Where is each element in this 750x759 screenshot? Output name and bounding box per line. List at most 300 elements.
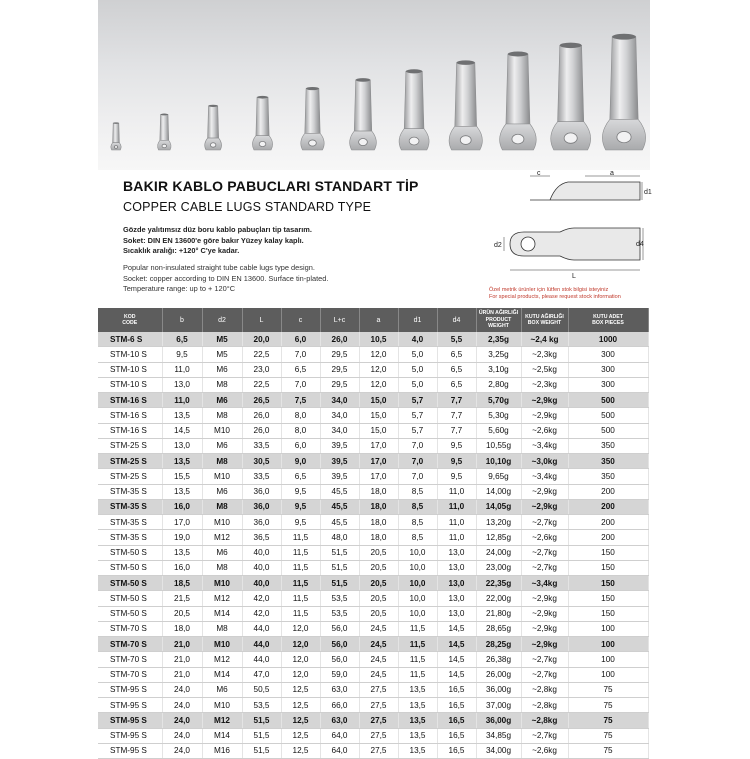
table-cell: 9,65g bbox=[476, 469, 521, 484]
cable-lug-item bbox=[350, 78, 377, 150]
table-cell: ~2,6kg bbox=[521, 423, 568, 438]
table-cell: 16,0 bbox=[162, 499, 202, 514]
product-code-cell: STM-50 S bbox=[98, 545, 162, 560]
header-line: KUTU ADET bbox=[593, 313, 623, 320]
table-cell: 56,0 bbox=[320, 637, 359, 652]
table-cell: 26,0 bbox=[320, 332, 359, 347]
table-cell: 26,00g bbox=[476, 667, 521, 682]
cable-lug-item bbox=[205, 105, 222, 150]
table-cell: 36,0 bbox=[242, 484, 281, 499]
table-cell: 36,0 bbox=[242, 499, 281, 514]
table-row bbox=[98, 393, 648, 408]
table-cell: 13,5 bbox=[398, 743, 437, 758]
table-cell: 44,0 bbox=[242, 637, 281, 652]
cable-lug-item bbox=[602, 34, 645, 150]
table-cell: 7,0 bbox=[398, 469, 437, 484]
lug-hole bbox=[259, 141, 266, 146]
table-cell: 13,5 bbox=[162, 408, 202, 423]
table-cell: 9,5 bbox=[437, 438, 476, 453]
table-cell: 45,5 bbox=[320, 499, 359, 514]
table-cell: 15,0 bbox=[359, 408, 398, 423]
column-header bbox=[162, 308, 202, 332]
cable-lugs-image bbox=[98, 0, 650, 170]
table-cell: 5,5 bbox=[437, 332, 476, 347]
spec-table bbox=[98, 308, 649, 759]
note-line: Özel metrik ürünler için lütfen stok bilgisi isteyiniz bbox=[489, 287, 609, 293]
table-cell: 11,5 bbox=[281, 560, 320, 575]
table-cell: 11,5 bbox=[281, 576, 320, 591]
table-cell: ~2,5kg bbox=[521, 362, 568, 377]
table-cell: ~2,8kg bbox=[521, 713, 568, 728]
table-cell: 36,0 bbox=[242, 515, 281, 530]
lug-hole bbox=[210, 143, 216, 147]
table-cell: 350 bbox=[568, 454, 648, 469]
header-line: d4 bbox=[452, 316, 461, 324]
table-cell: 8,5 bbox=[398, 515, 437, 530]
table-cell: 45,5 bbox=[320, 484, 359, 499]
table-cell: M8 bbox=[202, 454, 242, 469]
lug-tube bbox=[610, 37, 638, 120]
product-code-cell: STM-70 S bbox=[98, 667, 162, 682]
table-cell: 10,0 bbox=[398, 606, 437, 621]
lug-hole bbox=[512, 134, 524, 144]
table-row bbox=[98, 530, 648, 545]
table-cell: 40,0 bbox=[242, 545, 281, 560]
header-line: a bbox=[376, 316, 381, 324]
table-cell: ~2,9kg bbox=[521, 408, 568, 423]
table-cell: 51,5 bbox=[242, 743, 281, 758]
column-header bbox=[281, 308, 320, 332]
table-cell: 350 bbox=[568, 469, 648, 484]
table-cell: 16,5 bbox=[437, 713, 476, 728]
table-cell: 53,5 bbox=[320, 606, 359, 621]
table-row bbox=[98, 347, 648, 362]
lug-tube bbox=[113, 123, 120, 143]
table-cell: 12,0 bbox=[359, 347, 398, 362]
description-line: Popular non-insulated straight tube cable lugs type design. bbox=[123, 263, 315, 272]
product-code-cell: STM-50 S bbox=[98, 560, 162, 575]
table-cell: 63,0 bbox=[320, 682, 359, 697]
product-code-cell: STM-35 S bbox=[98, 484, 162, 499]
description-line: Socket: copper according to DIN EN 13600. Surface tin-plated. bbox=[123, 273, 329, 283]
table-cell: 300 bbox=[568, 377, 648, 392]
table-cell: 56,0 bbox=[320, 621, 359, 636]
table-cell: 150 bbox=[568, 545, 648, 560]
table-cell: M8 bbox=[202, 377, 242, 392]
table-cell: 50,5 bbox=[242, 682, 281, 697]
table-cell: 6,5 bbox=[437, 377, 476, 392]
lug-opening bbox=[612, 34, 636, 40]
table-cell: 16,5 bbox=[437, 698, 476, 713]
table-row bbox=[98, 469, 648, 484]
lug-opening bbox=[257, 96, 268, 99]
table-cell: ~3,4kg bbox=[521, 438, 568, 453]
table-cell: 30,5 bbox=[242, 454, 281, 469]
table-cell: 75 bbox=[568, 743, 648, 758]
table-cell: 100 bbox=[568, 667, 648, 682]
table-cell: ~3,4kg bbox=[521, 576, 568, 591]
table-cell: 6,5 bbox=[281, 469, 320, 484]
table-cell: 20,5 bbox=[359, 591, 398, 606]
table-cell: M14 bbox=[202, 728, 242, 743]
table-cell: 5,7 bbox=[398, 393, 437, 408]
table-cell: 24,00g bbox=[476, 545, 521, 560]
table-cell: M10 bbox=[202, 423, 242, 438]
table-cell: 16,5 bbox=[437, 682, 476, 697]
table-cell: 6,0 bbox=[281, 438, 320, 453]
technical-drawing bbox=[490, 170, 650, 290]
table-cell: 13,0 bbox=[437, 576, 476, 591]
table-cell: 17,0 bbox=[359, 454, 398, 469]
table-cell: 24,0 bbox=[162, 682, 202, 697]
table-cell: 34,00g bbox=[476, 743, 521, 758]
table-cell: 34,85g bbox=[476, 728, 521, 743]
table-row bbox=[98, 698, 648, 713]
header-line: b bbox=[180, 316, 184, 324]
table-cell: ~2,3kg bbox=[521, 377, 568, 392]
product-code-cell: STM-16 S bbox=[98, 423, 162, 438]
table-cell: 12,5 bbox=[281, 728, 320, 743]
product-code-cell: STM-70 S bbox=[98, 621, 162, 636]
table-cell: 34,0 bbox=[320, 408, 359, 423]
column-header bbox=[437, 308, 476, 332]
table-cell: 13,0 bbox=[437, 545, 476, 560]
table-cell: 36,00g bbox=[476, 713, 521, 728]
table-cell: 42,0 bbox=[242, 606, 281, 621]
table-row bbox=[98, 713, 648, 728]
table-cell: M6 bbox=[202, 682, 242, 697]
table-cell: 7,0 bbox=[398, 438, 437, 453]
cable-lug-item bbox=[449, 60, 482, 150]
cable-lug-item bbox=[399, 69, 429, 150]
table-cell: ~2,7kg bbox=[521, 560, 568, 575]
table-cell: 200 bbox=[568, 515, 648, 530]
lug-tube bbox=[404, 71, 424, 128]
table-cell: 29,5 bbox=[320, 347, 359, 362]
cable-lug-item bbox=[111, 122, 121, 150]
table-cell: 13,5 bbox=[398, 713, 437, 728]
column-header bbox=[98, 308, 162, 332]
table-cell: 63,0 bbox=[320, 713, 359, 728]
table-cell: M14 bbox=[202, 606, 242, 621]
table-cell: 18,0 bbox=[359, 484, 398, 499]
table-cell: 56,0 bbox=[320, 652, 359, 667]
table-cell: 10,10g bbox=[476, 454, 521, 469]
table-cell: 11,5 bbox=[281, 530, 320, 545]
table-cell: 5,0 bbox=[398, 362, 437, 377]
header-line: d1 bbox=[413, 316, 422, 324]
product-code-cell: STM-95 S bbox=[98, 728, 162, 743]
table-cell: 350 bbox=[568, 438, 648, 453]
cable-lug-item bbox=[551, 43, 591, 150]
table-cell: 20,5 bbox=[359, 576, 398, 591]
table-cell: 7,0 bbox=[281, 377, 320, 392]
table-cell: 13,0 bbox=[437, 560, 476, 575]
product-code-cell: STM-35 S bbox=[98, 530, 162, 545]
table-cell: 27,5 bbox=[359, 713, 398, 728]
table-cell: 34,0 bbox=[320, 393, 359, 408]
table-cell: 9,5 bbox=[162, 347, 202, 362]
table-cell: ~2,9kg bbox=[521, 637, 568, 652]
table-row bbox=[98, 682, 648, 697]
table-cell: 7,7 bbox=[437, 423, 476, 438]
table-cell: 14,5 bbox=[162, 423, 202, 438]
table-cell: 8,5 bbox=[398, 484, 437, 499]
table-cell: 23,00g bbox=[476, 560, 521, 575]
table-cell: 29,5 bbox=[320, 362, 359, 377]
table-cell: 10,55g bbox=[476, 438, 521, 453]
table-cell: 44,0 bbox=[242, 652, 281, 667]
table-cell: 64,0 bbox=[320, 743, 359, 758]
table-cell: 100 bbox=[568, 637, 648, 652]
table-cell: 500 bbox=[568, 408, 648, 423]
table-cell: 18,0 bbox=[162, 621, 202, 636]
table-cell: 13,5 bbox=[398, 698, 437, 713]
table-cell: ~2,7kg bbox=[521, 728, 568, 743]
lug-opening bbox=[560, 43, 582, 48]
column-header bbox=[359, 308, 398, 332]
cable-lug-item bbox=[301, 87, 324, 150]
table-cell: 37,00g bbox=[476, 698, 521, 713]
table-cell: 11,0 bbox=[437, 515, 476, 530]
table-row bbox=[98, 484, 648, 499]
product-code-cell: STM-70 S bbox=[98, 652, 162, 667]
lug-tube bbox=[506, 54, 530, 124]
table-cell: 75 bbox=[568, 682, 648, 697]
table-cell: 13,5 bbox=[398, 682, 437, 697]
table-cell: 14,5 bbox=[437, 621, 476, 636]
table-cell: 11,0 bbox=[162, 393, 202, 408]
note-line: For special products, please request stock information bbox=[489, 293, 621, 300]
table-cell: 21,0 bbox=[162, 667, 202, 682]
description-line: Soket: DIN EN 13600'e göre bakır Yüzey kalay kaplı. bbox=[123, 235, 304, 245]
product-code-cell: STM-95 S bbox=[98, 698, 162, 713]
table-cell: 16,5 bbox=[437, 728, 476, 743]
table-cell: 14,05g bbox=[476, 499, 521, 514]
table-cell: 200 bbox=[568, 499, 648, 514]
table-cell: 7,7 bbox=[437, 408, 476, 423]
table-cell: 11,0 bbox=[437, 484, 476, 499]
table-cell: 47,0 bbox=[242, 667, 281, 682]
column-header bbox=[398, 308, 437, 332]
table-cell: 20,5 bbox=[359, 560, 398, 575]
table-cell: ~2,7kg bbox=[521, 545, 568, 560]
description-line: Sıcaklık aralığı: +120° C'ye kadar. bbox=[123, 246, 240, 256]
lug-opening bbox=[356, 78, 371, 82]
table-cell: 22,35g bbox=[476, 576, 521, 591]
product-code-cell: STM-70 S bbox=[98, 637, 162, 652]
table-cell: 200 bbox=[568, 530, 648, 545]
table-cell: 22,5 bbox=[242, 377, 281, 392]
table-row bbox=[98, 423, 648, 438]
table-cell: 64,0 bbox=[320, 728, 359, 743]
table-cell: 27,5 bbox=[359, 682, 398, 697]
table-cell: 16,0 bbox=[162, 560, 202, 575]
table-cell: 300 bbox=[568, 362, 648, 377]
table-cell: M10 bbox=[202, 515, 242, 530]
table-row bbox=[98, 621, 648, 636]
table-cell: ~2,4 kg bbox=[521, 332, 568, 347]
lug-side-view bbox=[530, 182, 640, 200]
table-cell: 66,0 bbox=[320, 698, 359, 713]
table-cell: 13,5 bbox=[398, 728, 437, 743]
table-cell: 20,0 bbox=[242, 332, 281, 347]
table-cell: 13,5 bbox=[162, 454, 202, 469]
table-row bbox=[98, 743, 648, 758]
table-cell: 14,00g bbox=[476, 484, 521, 499]
table-cell: 75 bbox=[568, 698, 648, 713]
lug-hole bbox=[409, 137, 419, 145]
table-row bbox=[98, 362, 648, 377]
product-code-cell: STM-16 S bbox=[98, 408, 162, 423]
title-turkish: BAKIR KABLO PABUCLARI STANDART TİP bbox=[123, 178, 419, 194]
product-code-cell: STM-25 S bbox=[98, 438, 162, 453]
table-cell: 11,5 bbox=[398, 637, 437, 652]
table-cell: 12,0 bbox=[359, 377, 398, 392]
product-code-cell: STM-50 S bbox=[98, 606, 162, 621]
product-photo bbox=[98, 0, 650, 170]
table-row bbox=[98, 454, 648, 469]
table-cell: 13,5 bbox=[162, 484, 202, 499]
table-cell: 10,0 bbox=[398, 576, 437, 591]
table-cell: 17,0 bbox=[359, 438, 398, 453]
lug-opening bbox=[406, 69, 422, 73]
product-code-cell: STM-25 S bbox=[98, 454, 162, 469]
column-header bbox=[568, 308, 648, 332]
product-code-cell: STM-10 S bbox=[98, 377, 162, 392]
table-cell: 22,00g bbox=[476, 591, 521, 606]
table-cell: 26,38g bbox=[476, 652, 521, 667]
table-cell: 39,5 bbox=[320, 469, 359, 484]
table-cell: 40,0 bbox=[242, 576, 281, 591]
table-cell: M16 bbox=[202, 743, 242, 758]
table-cell: M6 bbox=[202, 362, 242, 377]
table-cell: M8 bbox=[202, 560, 242, 575]
table-cell: 20,5 bbox=[359, 545, 398, 560]
table-cell: 36,5 bbox=[242, 530, 281, 545]
cable-lug-item bbox=[500, 52, 537, 151]
table-cell: M10 bbox=[202, 576, 242, 591]
product-code-cell: STM-10 S bbox=[98, 362, 162, 377]
table-cell: 24,0 bbox=[162, 713, 202, 728]
table-row bbox=[98, 728, 648, 743]
table-cell: 59,0 bbox=[320, 667, 359, 682]
table-cell: 18,0 bbox=[359, 530, 398, 545]
lug-tube bbox=[305, 89, 320, 134]
table-cell: 8,0 bbox=[281, 408, 320, 423]
product-code-cell: STM-10 S bbox=[98, 347, 162, 362]
table-cell: 12,5 bbox=[281, 713, 320, 728]
table-cell: 53,5 bbox=[320, 591, 359, 606]
table-row bbox=[98, 652, 648, 667]
table-cell: ~2,8kg bbox=[521, 698, 568, 713]
lug-hole bbox=[114, 146, 117, 149]
table-cell: ~3,4kg bbox=[521, 469, 568, 484]
table-cell: 20,5 bbox=[359, 606, 398, 621]
table-cell: 21,5 bbox=[162, 591, 202, 606]
table-row bbox=[98, 637, 648, 652]
table-cell: 51,5 bbox=[320, 576, 359, 591]
table-cell: 12,0 bbox=[281, 621, 320, 636]
table-cell: 21,80g bbox=[476, 606, 521, 621]
table-row bbox=[98, 377, 648, 392]
table-cell: 5,7 bbox=[398, 408, 437, 423]
lug-tube bbox=[354, 80, 372, 131]
table-cell: 6,5 bbox=[437, 362, 476, 377]
table-cell: 2,35g bbox=[476, 332, 521, 347]
lug-hole bbox=[617, 131, 631, 142]
table-cell: 11,5 bbox=[281, 545, 320, 560]
table-cell: 44,0 bbox=[242, 621, 281, 636]
header-line: BOX WEIGHT bbox=[527, 320, 562, 326]
table-cell: 27,5 bbox=[359, 743, 398, 758]
table-cell: M6 bbox=[202, 484, 242, 499]
table-cell: 3,10g bbox=[476, 362, 521, 377]
table-cell: ~2,3kg bbox=[521, 347, 568, 362]
table-cell: 51,5 bbox=[242, 713, 281, 728]
lug-opening bbox=[209, 105, 218, 107]
title-english: COPPER CABLE LUGS STANDARD TYPE bbox=[123, 200, 372, 214]
table-cell: 5,0 bbox=[398, 377, 437, 392]
table-cell: 39,5 bbox=[320, 438, 359, 453]
table-cell: 17,0 bbox=[162, 515, 202, 530]
table-cell: 7,0 bbox=[281, 347, 320, 362]
table-cell: 13,0 bbox=[162, 377, 202, 392]
table-cell: ~2,7kg bbox=[521, 652, 568, 667]
table-cell: 150 bbox=[568, 560, 648, 575]
product-code-cell: STM-95 S bbox=[98, 682, 162, 697]
table-cell: 12,5 bbox=[281, 698, 320, 713]
header-line: L bbox=[259, 316, 264, 324]
dim-label-a: a bbox=[610, 170, 614, 177]
dim-label-d4: d4 bbox=[636, 241, 644, 248]
table-cell: 34,0 bbox=[320, 423, 359, 438]
header-line: PRODUCT WEIGHT bbox=[485, 316, 512, 330]
table-cell: 11,0 bbox=[162, 362, 202, 377]
table-cell: 14,5 bbox=[437, 652, 476, 667]
column-header bbox=[202, 308, 242, 332]
table-cell: 7,7 bbox=[437, 393, 476, 408]
header-line: KOD bbox=[123, 313, 136, 320]
table-cell: ~2,9kg bbox=[521, 484, 568, 499]
table-cell: 28,65g bbox=[476, 621, 521, 636]
table-cell: 13,5 bbox=[162, 545, 202, 560]
table-cell: ~2,6kg bbox=[521, 530, 568, 545]
table-cell: M10 bbox=[202, 469, 242, 484]
table-cell: 75 bbox=[568, 713, 648, 728]
table-cell: 40,0 bbox=[242, 560, 281, 575]
table-cell: 6,5 bbox=[281, 362, 320, 377]
table-row bbox=[98, 667, 648, 682]
lug-opening bbox=[457, 60, 475, 65]
table-cell: 9,0 bbox=[281, 454, 320, 469]
lug-tube bbox=[558, 45, 584, 121]
table-cell: 11,0 bbox=[437, 530, 476, 545]
table-cell: M5 bbox=[202, 347, 242, 362]
column-header bbox=[521, 308, 568, 332]
lug-opening bbox=[161, 114, 168, 116]
lug-hole bbox=[162, 144, 166, 148]
table-cell: M10 bbox=[202, 698, 242, 713]
description-english bbox=[123, 263, 328, 295]
table-cell: M12 bbox=[202, 713, 242, 728]
table-cell: 150 bbox=[568, 606, 648, 621]
product-code-cell: STM-35 S bbox=[98, 499, 162, 514]
table-cell: 24,5 bbox=[359, 637, 398, 652]
table-cell: 24,5 bbox=[359, 667, 398, 682]
description-turkish bbox=[123, 225, 312, 257]
description-line: Temperature range: up to + 120°C bbox=[123, 284, 236, 294]
